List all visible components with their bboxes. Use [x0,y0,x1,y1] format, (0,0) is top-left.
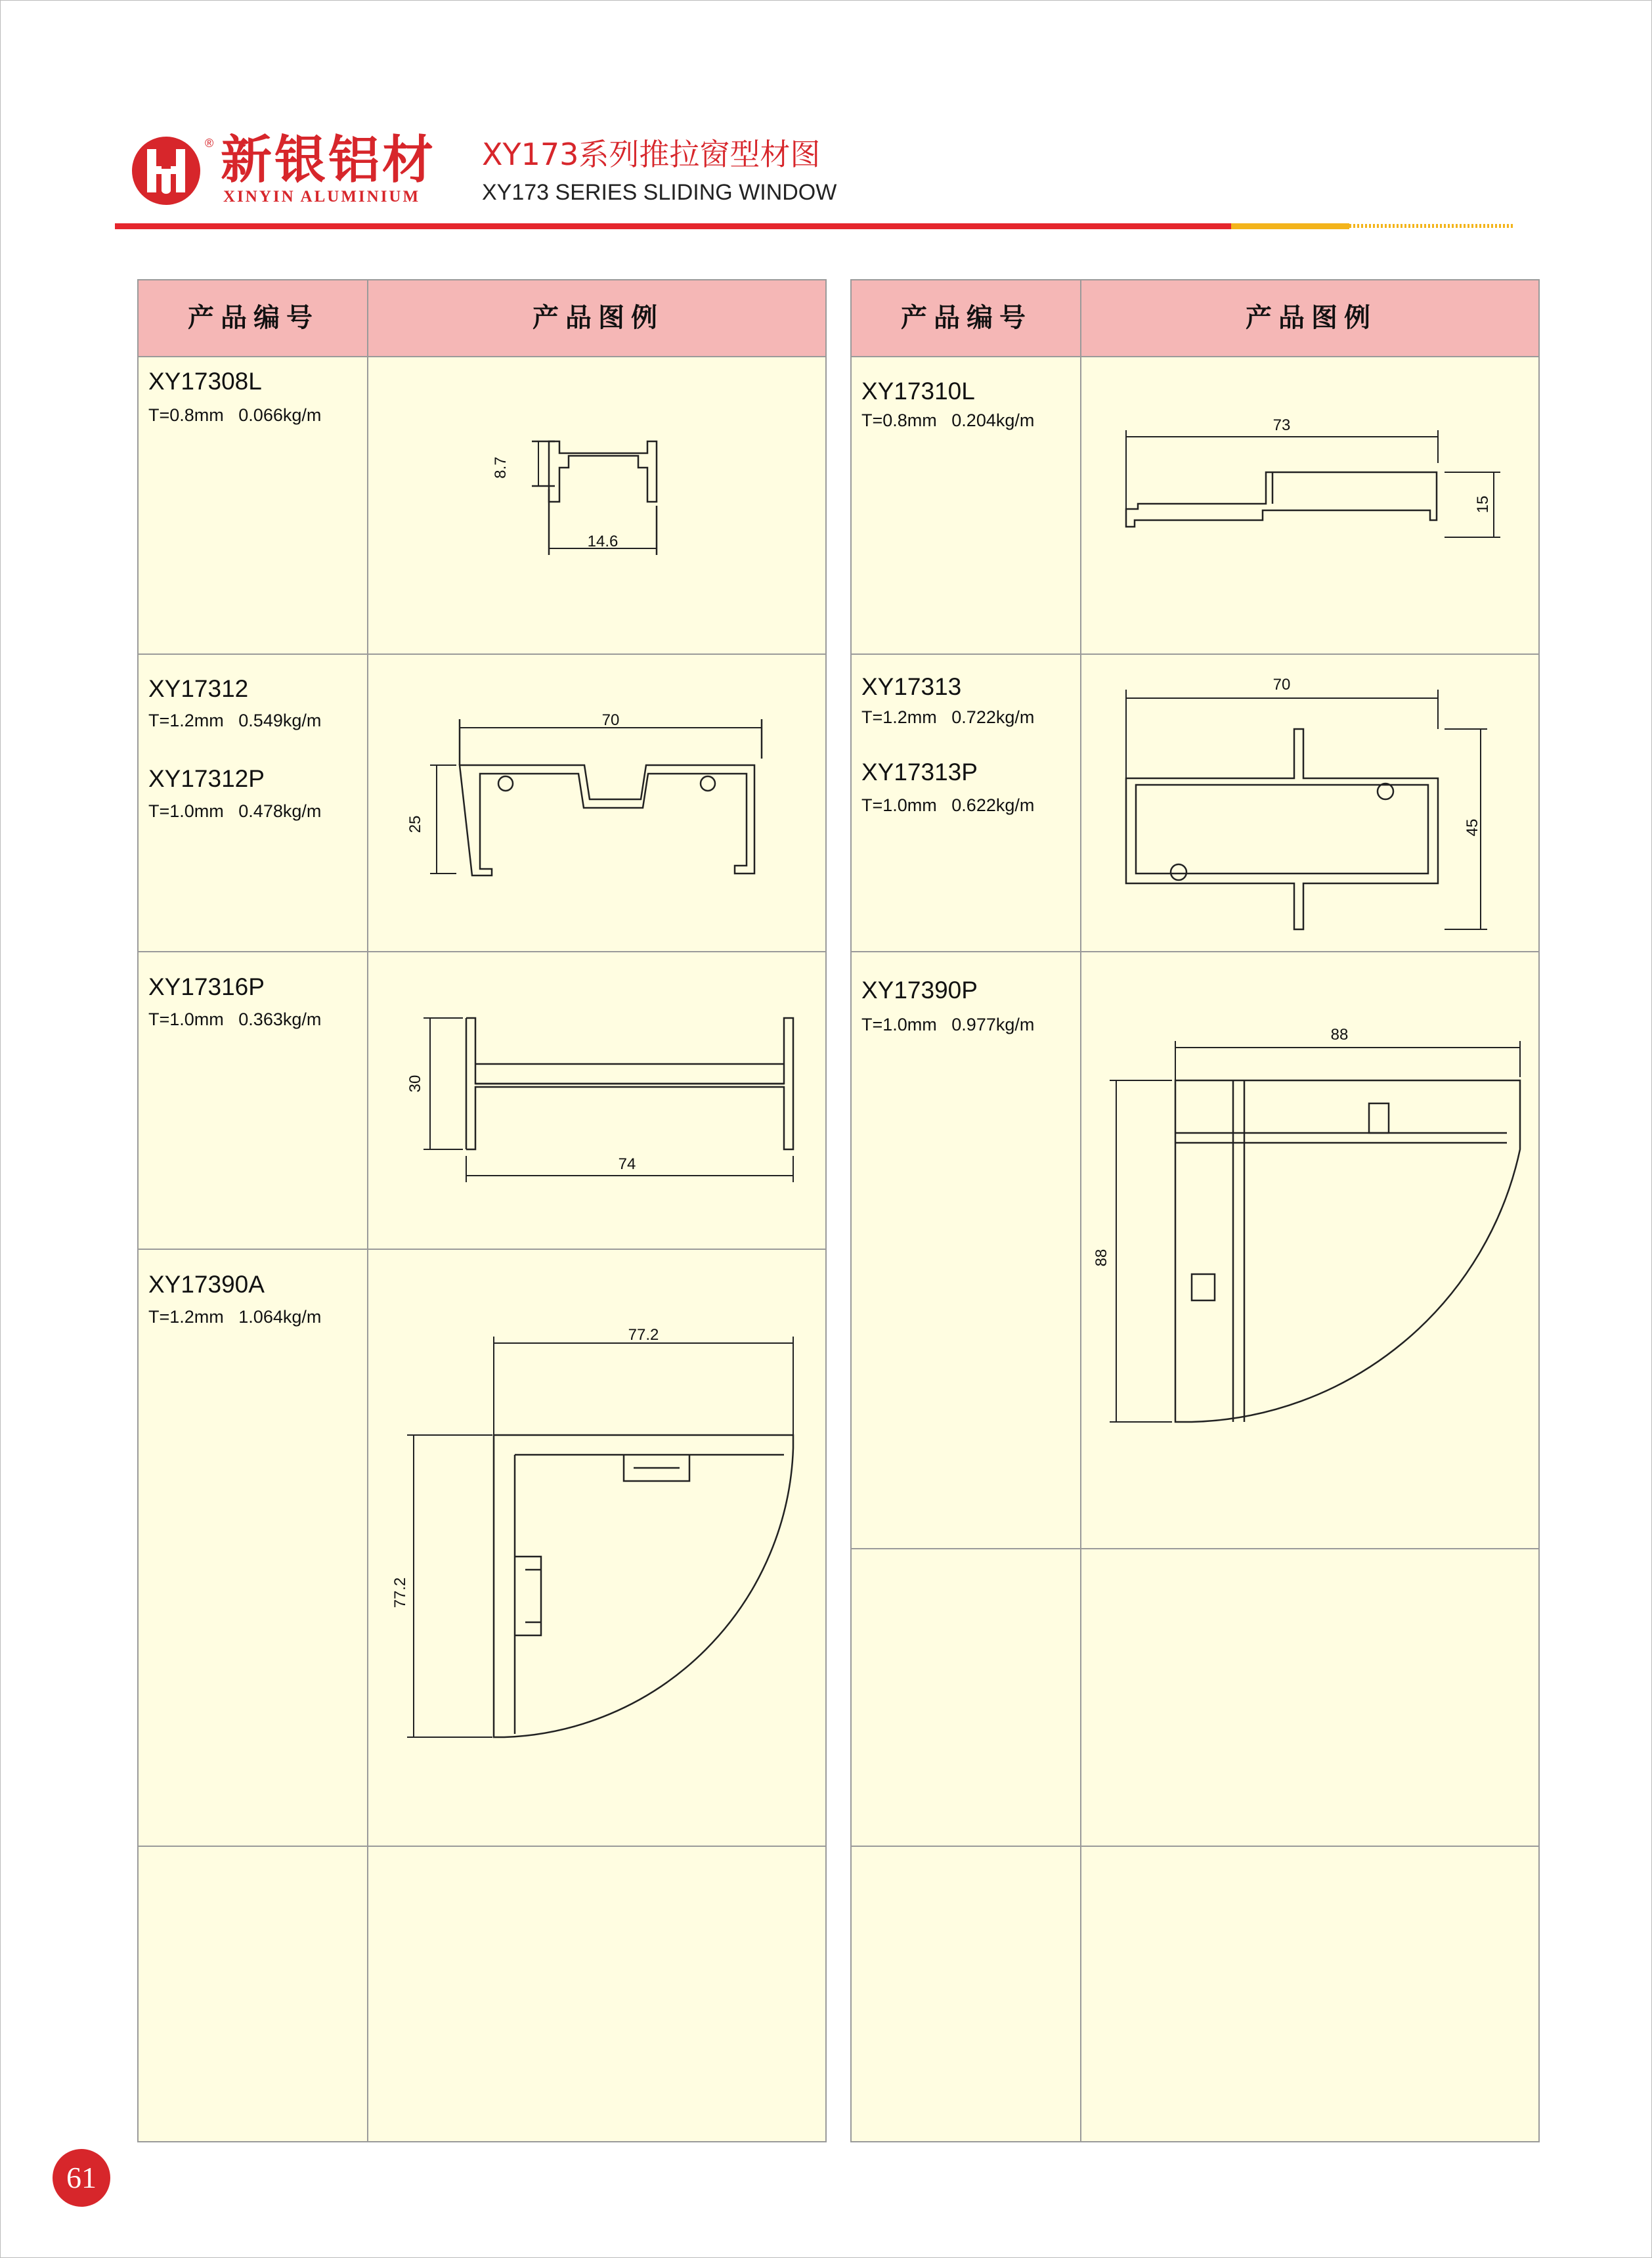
product-code: XY17390P [861,977,978,1004]
page-title-en: XY173 SERIES SLIDING WINDOW [482,180,837,205]
page-title-cn: XY173系列推拉窗型材图 [482,137,821,172]
dimension-label: 30 [406,1074,424,1093]
product-spec: T=1.2mm 0.722kg/m [861,707,1035,727]
profile-drawing-xy17313 [1126,676,1487,929]
profile-drawing-xy17308l [492,441,657,555]
dimension-label: 77.2 [391,1577,409,1608]
product-code: XY17312P [148,765,265,792]
col-header-code: 产品编号 [901,303,1032,333]
brand-name-cn: 新银铝材 [221,131,437,190]
col-header-code: 产品编号 [188,303,319,333]
product-code: XY17316P [148,973,265,1000]
product-code: XY17313P [861,759,978,786]
profile-drawing-xy17390p [1093,1026,1520,1422]
product-spec: T=1.0mm 0.363kg/m [148,1009,322,1029]
brand-name-en: XINYIN ALUMINIUM [223,188,421,206]
product-spec: T=1.2mm 0.549kg/m [148,711,322,730]
dimension-label: 45 [1464,818,1481,837]
product-spec: T=0.8mm 0.204kg/m [861,410,1035,430]
dimension-label: 8.7 [492,456,510,479]
product-code: XY17308L [148,368,262,395]
dimension-label: 14.6 [587,533,619,550]
product-spec: T=0.8mm 0.066kg/m [148,405,322,425]
dimension-label: 70 [1272,676,1291,694]
product-spec: T=1.0mm 0.977kg/m [861,1015,1035,1034]
dimension-label: 15 [1474,495,1492,514]
profile-drawing-xy17312 [406,711,762,875]
product-code: XY17312 [148,675,249,702]
dimension-label: 88 [1093,1249,1110,1267]
product-spec: T=1.0mm 0.622kg/m [861,795,1035,815]
product-spec: T=1.0mm 0.478kg/m [148,801,322,821]
profile-drawing-xy17316p [406,1018,793,1182]
dimension-label: 70 [601,711,620,729]
profile-drawing-xy17390a [391,1326,793,1737]
col-header-figure: 产品图例 [1246,303,1377,333]
dimension-label: 73 [1272,416,1291,434]
product-spec: T=1.2mm 1.064kg/m [148,1307,322,1327]
page-number: 61 [53,2149,110,2207]
product-code: XY17313 [861,673,962,700]
dimension-label: 88 [1330,1026,1349,1044]
dimension-label: 77.2 [628,1326,659,1344]
registered-mark-icon: ® [205,137,214,150]
product-code: XY17310L [861,378,975,405]
product-code: XY17390A [148,1271,265,1298]
profile-drawing-xy17310l [1126,416,1500,537]
col-header-figure: 产品图例 [533,303,664,333]
dimension-label: 74 [618,1155,636,1173]
dimension-label: 25 [406,815,424,833]
